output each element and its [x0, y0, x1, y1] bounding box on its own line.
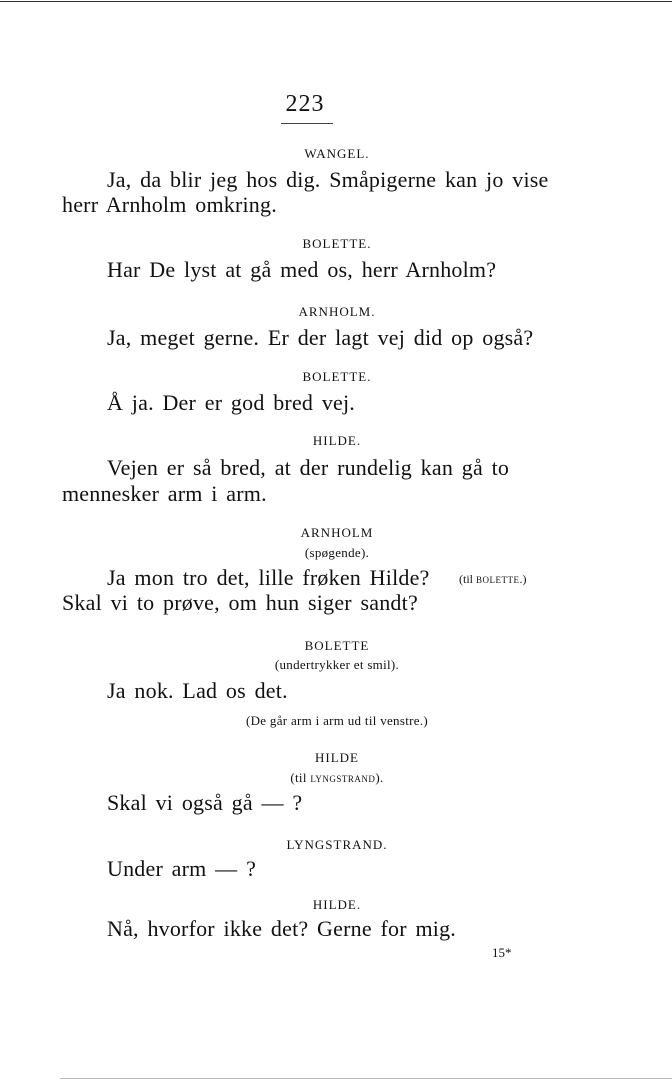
dialogue-line: Ja, meget gerne. Er der lagt vej did op også? — [107, 325, 534, 350]
stage-direction: (undertrykker et smil). — [274, 657, 400, 672]
speaker-name: BOLETTE — [304, 638, 370, 653]
dialogue-line: Skal vi to prøve, om hun siger sandt? — [62, 590, 418, 615]
speaker-name: WANGEL. — [304, 146, 370, 161]
stage-direction: (spøgende). — [304, 545, 370, 560]
dialogue-line: herr Arnholm omkring. — [62, 192, 277, 217]
speaker-name: HILDE — [315, 750, 359, 765]
printer-signature-mark: 15* — [492, 945, 512, 960]
stage-direction: (til LYNGSTRAND). — [290, 770, 384, 785]
top-border-line — [0, 1, 672, 2]
speaker-name: ARNHOLM. — [298, 304, 376, 319]
dialogue-line: mennesker arm i arm. — [62, 481, 267, 506]
speaker-name: LYNGSTRAND. — [286, 837, 388, 852]
dialogue-line: Ja, da blir jeg hos dig. Småpigerne kan jo vise — [107, 167, 549, 192]
page-number-rule — [281, 123, 333, 124]
speaker-name: BOLETTE. — [302, 236, 372, 251]
dialogue-line: Ja nok. Lad os det. — [107, 678, 288, 703]
stage-direction: (De går arm i arm ud til venstre.) — [245, 713, 429, 728]
speaker-name: HILDE. — [312, 433, 362, 448]
speaker-name: HILDE. — [312, 897, 362, 912]
speaker-name: BOLETTE. — [302, 369, 372, 384]
dialogue-line: Skal vi også gå — ? — [107, 790, 303, 815]
dialogue-line: Ja mon tro det, lille frøken Hilde? — [107, 565, 430, 590]
page-number: 223 — [285, 91, 325, 117]
dialogue-line: Nå, hvorfor ikke det? Gerne for mig. — [107, 916, 456, 941]
aside-direction: (til BOLETTE.) — [459, 572, 527, 586]
bottom-border-line — [60, 1078, 672, 1079]
dialogue-line: Under arm — ? — [107, 856, 257, 881]
dialogue-line: Å ja. Der er god bred vej. — [107, 390, 356, 415]
dialogue-line: Har De lyst at gå med os, herr Arnholm? — [107, 257, 497, 282]
speaker-name: ARNHOLM — [300, 525, 374, 540]
dialogue-line: Vejen er så bred, at der rundelig kan gå to — [107, 455, 510, 480]
